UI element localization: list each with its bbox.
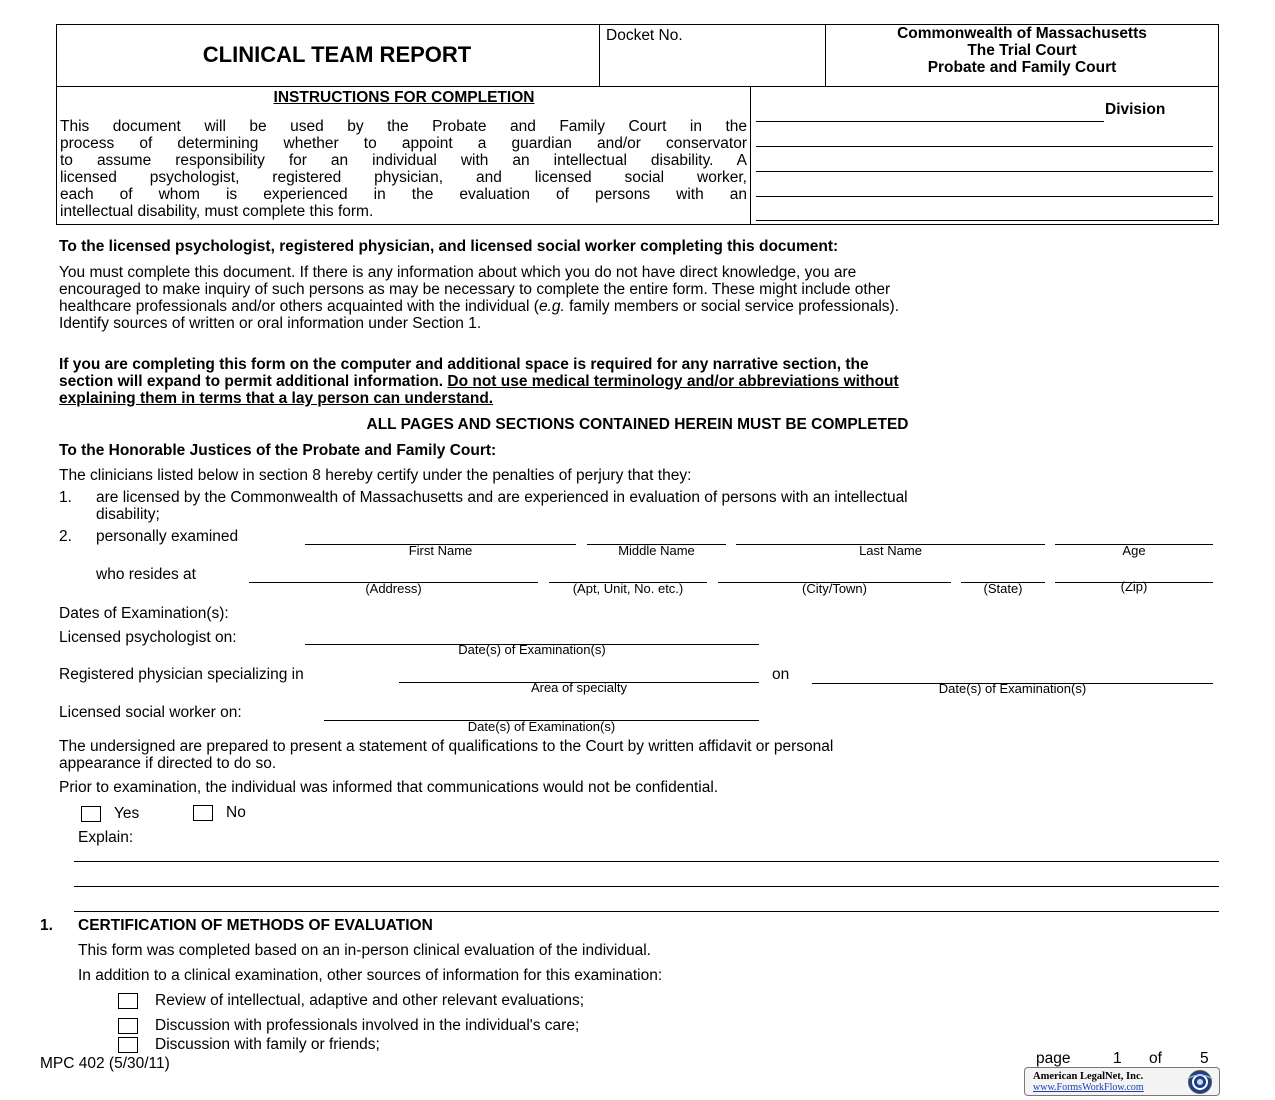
section-1-line-1: This form was completed based on an in-person clinical evaluation of the individual. <box>78 942 651 959</box>
last-name-caption: Last Name <box>859 543 922 558</box>
instructions-line: process of determining whether to appoint a guardian and/or conservator <box>60 135 747 152</box>
notice-line: healthcare professionals and/or others acquainted with the individual (e.g. family members or social service professionals). <box>59 298 900 315</box>
header-table <box>56 24 1219 225</box>
division-line[interactable] <box>756 196 1213 197</box>
page-word: page <box>1036 1050 1071 1067</box>
professionals-checkbox[interactable] <box>118 1018 138 1034</box>
division-line[interactable] <box>756 146 1213 147</box>
address-caption: (Address) <box>365 581 422 596</box>
notice-line: You must complete this document. If there is any information about which you do not have direct knowledge, you are <box>59 264 857 281</box>
prior-exam-statement: Prior to examination, the individual was informed that communications would not be confidential. <box>59 779 719 796</box>
no-checkbox[interactable] <box>193 805 213 821</box>
item-1-number: 1. <box>59 489 72 506</box>
psychologist-date-caption: Date(s) of Examination(s) <box>458 642 606 657</box>
division-line[interactable] <box>756 171 1213 172</box>
yes-checkbox[interactable] <box>81 806 101 822</box>
instructions-line: intellectual disability, must complete this form. <box>60 203 374 220</box>
section-1-line-2: In addition to a clinical examination, other sources of information for this examination: <box>78 967 663 984</box>
middle-name-caption: Middle Name <box>618 543 695 558</box>
notice-body <box>59 264 1219 332</box>
specialty-caption: Area of specialty <box>530 680 628 695</box>
computer-notice <box>59 356 1219 407</box>
undersigned-statement: The undersigned are prepared to present a statement of qualifications to the Court by written affidavit or personal appearance if directed to do so. <box>59 738 834 772</box>
zip-caption: (Zip) <box>1120 579 1148 594</box>
explain-line[interactable] <box>74 861 1219 862</box>
instructions-line: This document will be used by the Probate and Family Court in the <box>60 118 747 135</box>
court-cell <box>826 25 1218 87</box>
family-checkbox[interactable] <box>118 1037 138 1053</box>
instructions-line: each of whom is experienced in the evaluation of persons with an <box>60 186 747 203</box>
professionals-option-label: Discussion with professionals involved in the individual's care; <box>155 1017 580 1034</box>
psychologist-label: Licensed psychologist on: <box>59 629 237 646</box>
section-1-number: 1. <box>40 917 53 934</box>
physician-label: Registered physician specializing in <box>59 666 304 683</box>
of-word: of <box>1149 1050 1162 1067</box>
instructions-body <box>60 118 747 220</box>
explain-label: Explain: <box>78 829 134 846</box>
dates-of-examination-label: Dates of Examination(s): <box>59 605 229 622</box>
forms-workflow-logo <box>1024 1067 1220 1096</box>
instructions-line: licensed psychologist, registered physician, and licensed social worker, <box>60 169 747 186</box>
page-total: 5 <box>1200 1050 1209 1067</box>
instructions-line: to assume responsibility for an individual with an intellectual disability. A <box>60 152 747 169</box>
age-caption: Age <box>1122 543 1146 558</box>
form-id: MPC 402 (5/30/11) <box>40 1055 170 1072</box>
notice-heading: To the licensed psychologist, registered physician, and licensed social worker completing this document: <box>59 238 839 255</box>
section-1-title: CERTIFICATION OF METHODS OF EVALUATION <box>78 917 433 934</box>
physician-date-caption: Date(s) of Examination(s) <box>938 681 1087 696</box>
family-option-label: Discussion with family or friends; <box>155 1036 380 1053</box>
globe-icon <box>1183 1069 1217 1095</box>
notice-line: encouraged to make inquiry of such persons as may be necessary to complete the entire form. These might include other <box>59 281 891 298</box>
court-line-3: Probate and Family Court <box>927 59 1117 76</box>
city-caption: (City/Town) <box>801 581 867 596</box>
instructions-cell <box>57 87 751 224</box>
social-worker-label: Licensed social worker on: <box>59 704 242 721</box>
on-label: on <box>772 666 790 683</box>
explain-line[interactable] <box>74 886 1219 887</box>
court-line-2: The Trial Court <box>967 42 1077 59</box>
title-cell <box>57 25 600 87</box>
certify-intro: The clinicians listed below in section 8 hereby certify under the penalties of perjury that they: <box>59 467 692 484</box>
docket-cell[interactable] <box>600 25 826 87</box>
item-1-text: are licensed by the Commonwealth of Massachusetts and are experienced in evaluation of persons with an intellectual disability; <box>96 489 908 523</box>
resides-label: who resides at <box>96 566 196 583</box>
computer-notice-line: If you are completing this form on the computer and additional space is required for any narrative section, the <box>59 356 869 373</box>
explain-line[interactable] <box>74 911 1219 912</box>
first-name-caption: First Name <box>408 543 473 558</box>
all-pages-notice: ALL PAGES AND SECTIONS CONTAINED HEREIN MUST BE COMPLETED <box>366 416 909 433</box>
division-label: Division <box>1105 101 1166 118</box>
apt-caption: (Apt, Unit, No. etc.) <box>572 581 684 596</box>
division-field[interactable] <box>756 121 1104 122</box>
no-label: No <box>226 804 246 821</box>
division-line[interactable] <box>756 220 1213 221</box>
state-caption: (State) <box>983 581 1023 596</box>
page-number: 1 <box>1113 1050 1122 1067</box>
docket-label: Docket No. <box>606 27 683 44</box>
logo-company: American LegalNet, Inc. <box>1033 1071 1144 1082</box>
logo-url: www.FormsWorkFlow.com <box>1033 1082 1144 1093</box>
item-2-number: 2. <box>59 528 72 545</box>
court-line-1: Commonwealth of Massachusetts <box>897 25 1147 42</box>
personally-examined-label: personally examined <box>96 528 239 545</box>
social-worker-date-caption: Date(s) of Examination(s) <box>467 719 616 734</box>
yes-label: Yes <box>114 805 140 822</box>
page-title: CLINICAL TEAM REPORT <box>202 42 472 67</box>
notice-line: Identify sources of written or oral information under Section 1. <box>59 315 482 332</box>
computer-notice-line: section will expand to permit additional information. Do not use medical terminology and/or abbreviations without <box>59 373 899 390</box>
evaluations-checkbox[interactable] <box>118 993 138 1009</box>
evaluations-option-label: Review of intellectual, adaptive and other relevant evaluations; <box>155 992 585 1009</box>
computer-notice-line: explaining them in terms that a lay person can understand. <box>59 390 494 407</box>
address-to: To the Honorable Justices of the Probate and Family Court: <box>59 442 497 459</box>
instructions-heading: INSTRUCTIONS FOR COMPLETION <box>273 89 535 106</box>
